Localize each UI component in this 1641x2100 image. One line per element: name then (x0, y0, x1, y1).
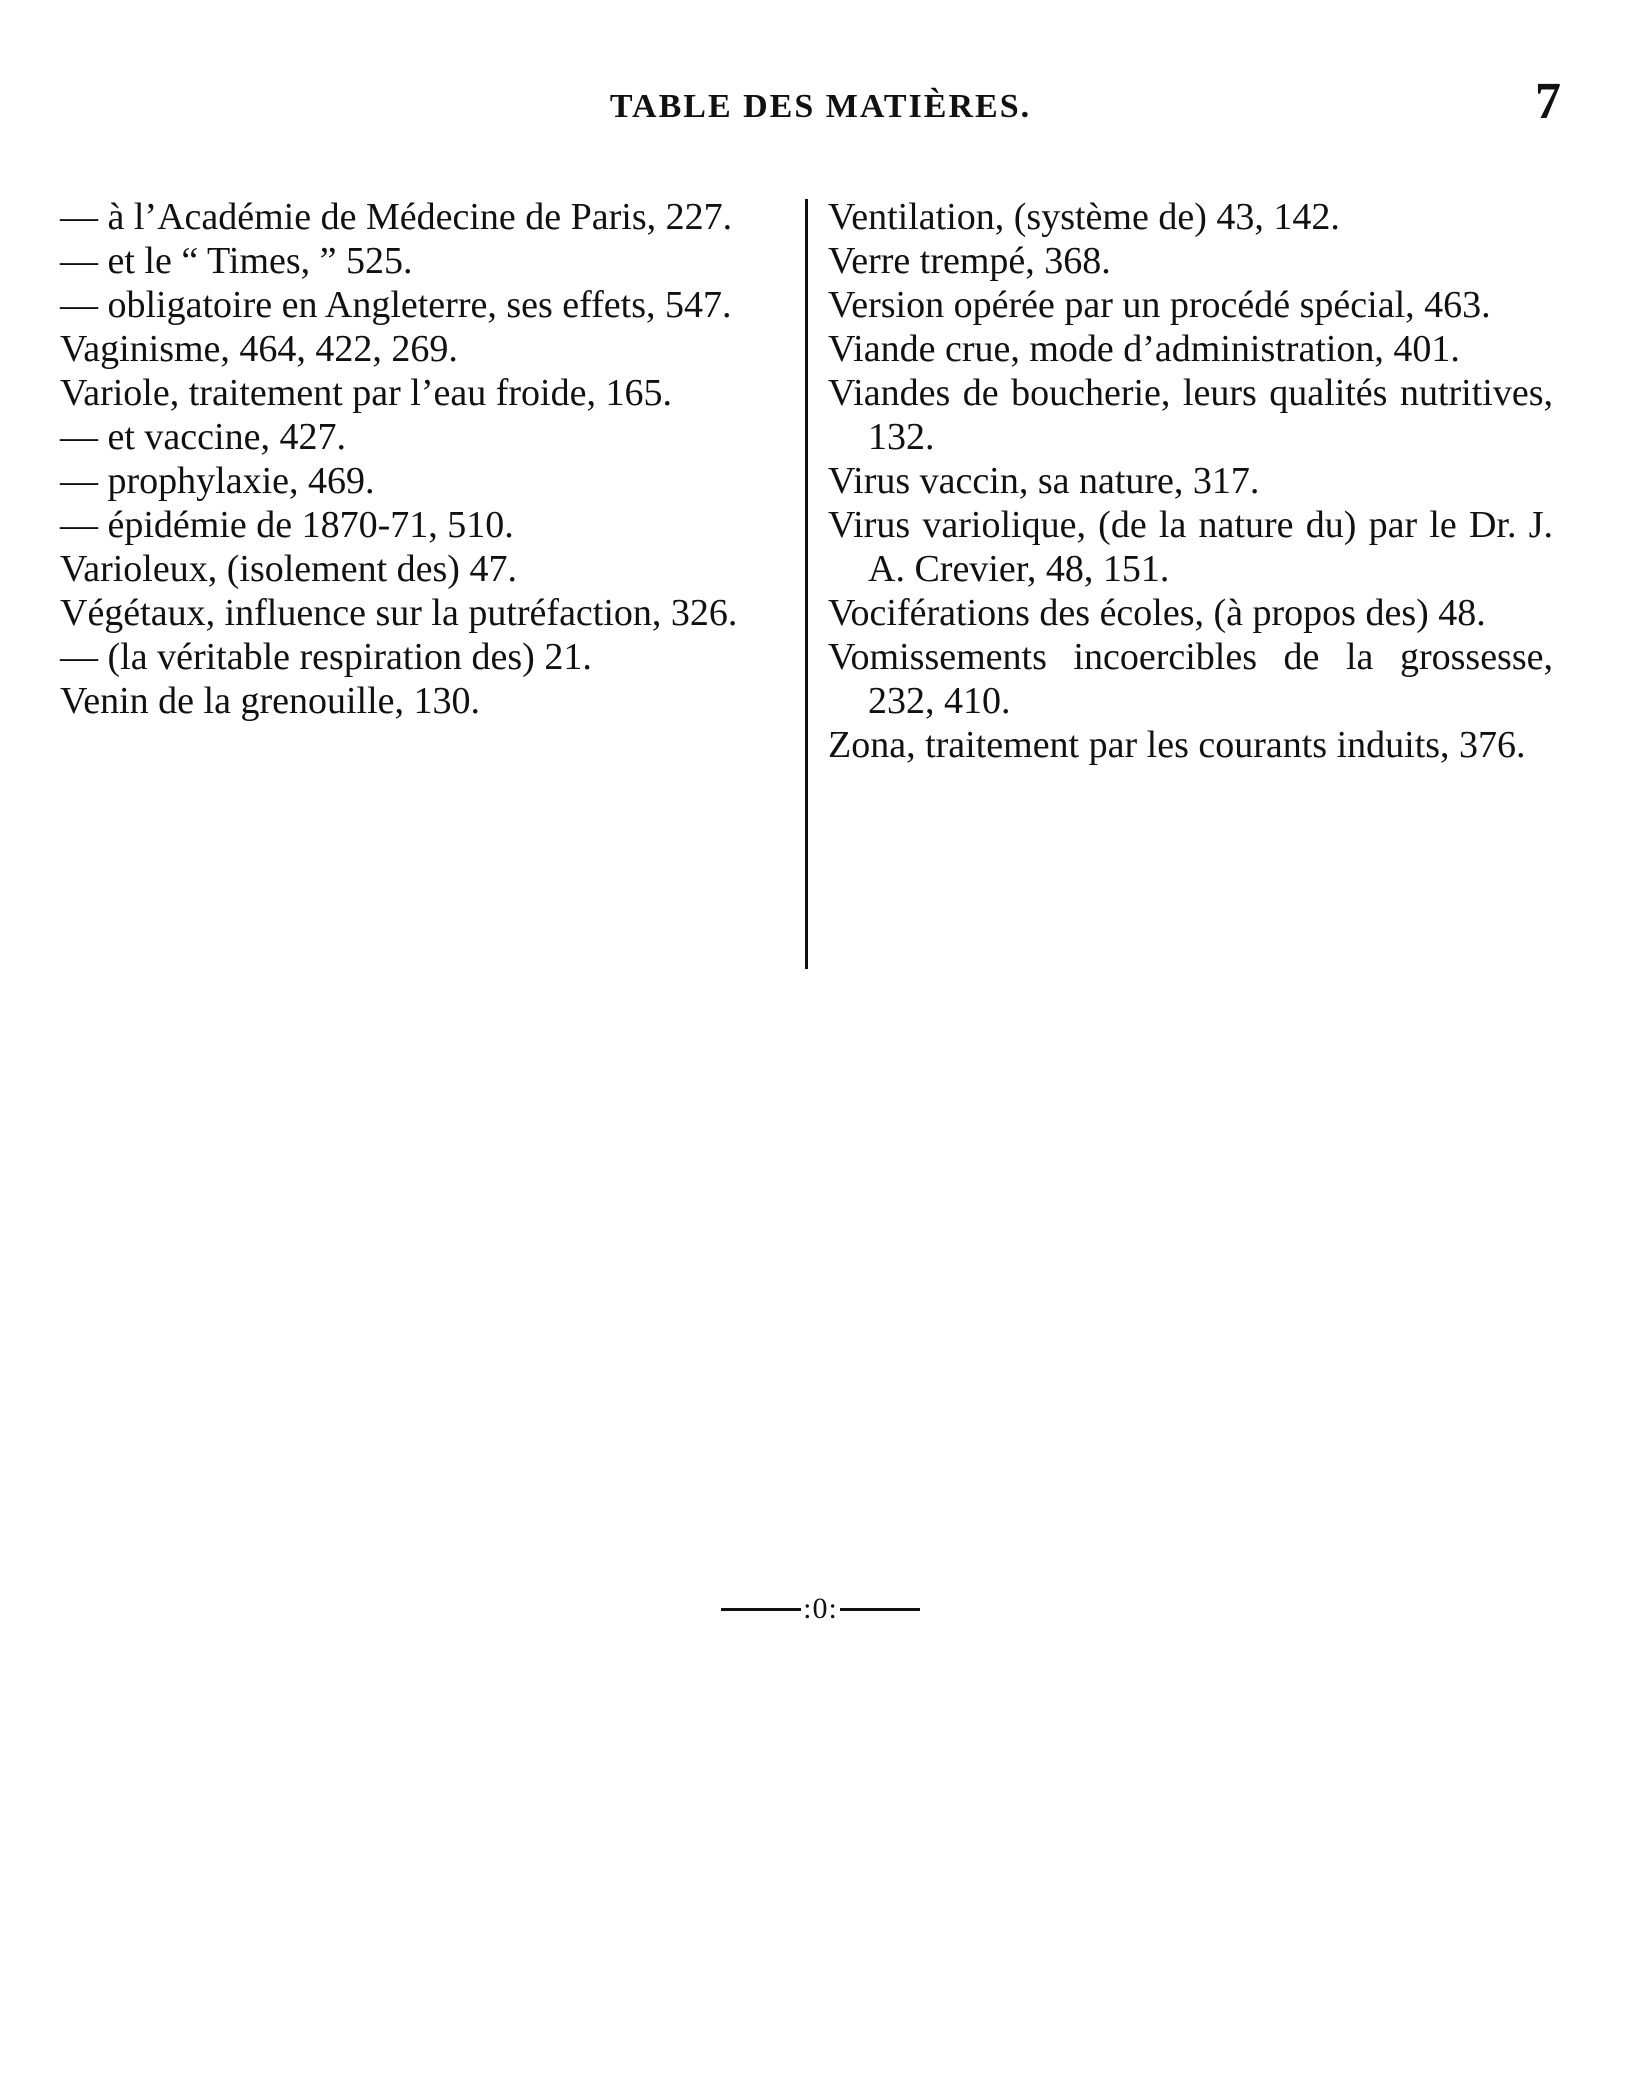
index-entry: Virus variolique, (de la nature du) par le Dr. J. A. Crevier, 48, 151. (828, 504, 1553, 590)
index-entry: Virus vaccin, sa nature, 317. (828, 460, 1260, 502)
end-ornament (0, 1590, 1641, 1626)
index-entry: — prophylaxie, 469. (60, 460, 375, 502)
index-columns (60, 195, 1570, 969)
index-entry: Vaginisme, 464, 422, 269. (60, 328, 458, 370)
index-entry: Viande crue, mode d’administration, 401. (828, 328, 1460, 370)
index-entry: Viandes de boucherie, leurs qualités nutritives, 132. (828, 372, 1553, 458)
index-column-left (60, 195, 805, 969)
index-entry: — obligatoire en Angleterre, ses effets, 547. (60, 284, 732, 326)
index-entry: — à l’Académie de Médecine de Paris, 227. (60, 196, 733, 238)
running-title: TABLE DES MATIÈRES. (609, 88, 1032, 125)
index-entry: Variole, traitement par l’eau froide, 165. (60, 372, 672, 414)
page-number: 7 (1535, 73, 1561, 130)
index-entry: — et le “ Times, ” 525. (60, 240, 413, 282)
index-entry: Version opérée par un procédé spécial, 463. (828, 284, 1491, 326)
index-entry: Vociférations des écoles, (à propos des) 48. (828, 592, 1486, 634)
index-entry: Varioleux, (isolement des) 47. (60, 548, 517, 590)
index-entry: — épidémie de 1870-71, 510. (60, 504, 514, 546)
index-entry: Venin de la grenouille, 130. (60, 680, 481, 722)
index-entry: — (la véritable respiration des) 21. (60, 636, 592, 678)
index-entry: Zona, traitement par les courants induits, 376. (828, 724, 1526, 766)
index-entry: Vomissements incoercibles de la grossesse, 232, 410. (828, 636, 1553, 722)
ornament-rule-left (721, 1608, 801, 1611)
index-column-right (808, 195, 1553, 969)
ornament-glyph: :0: (803, 1592, 838, 1626)
ornament-rule-right (840, 1608, 920, 1611)
index-entry: Verre trempé, 368. (828, 240, 1111, 282)
index-entry: Végétaux, influence sur la putréfaction, 326. (60, 592, 738, 634)
index-entry: Ventilation, (système de) 43, 142. (828, 196, 1340, 238)
index-entry: — et vaccine, 427. (60, 416, 346, 458)
